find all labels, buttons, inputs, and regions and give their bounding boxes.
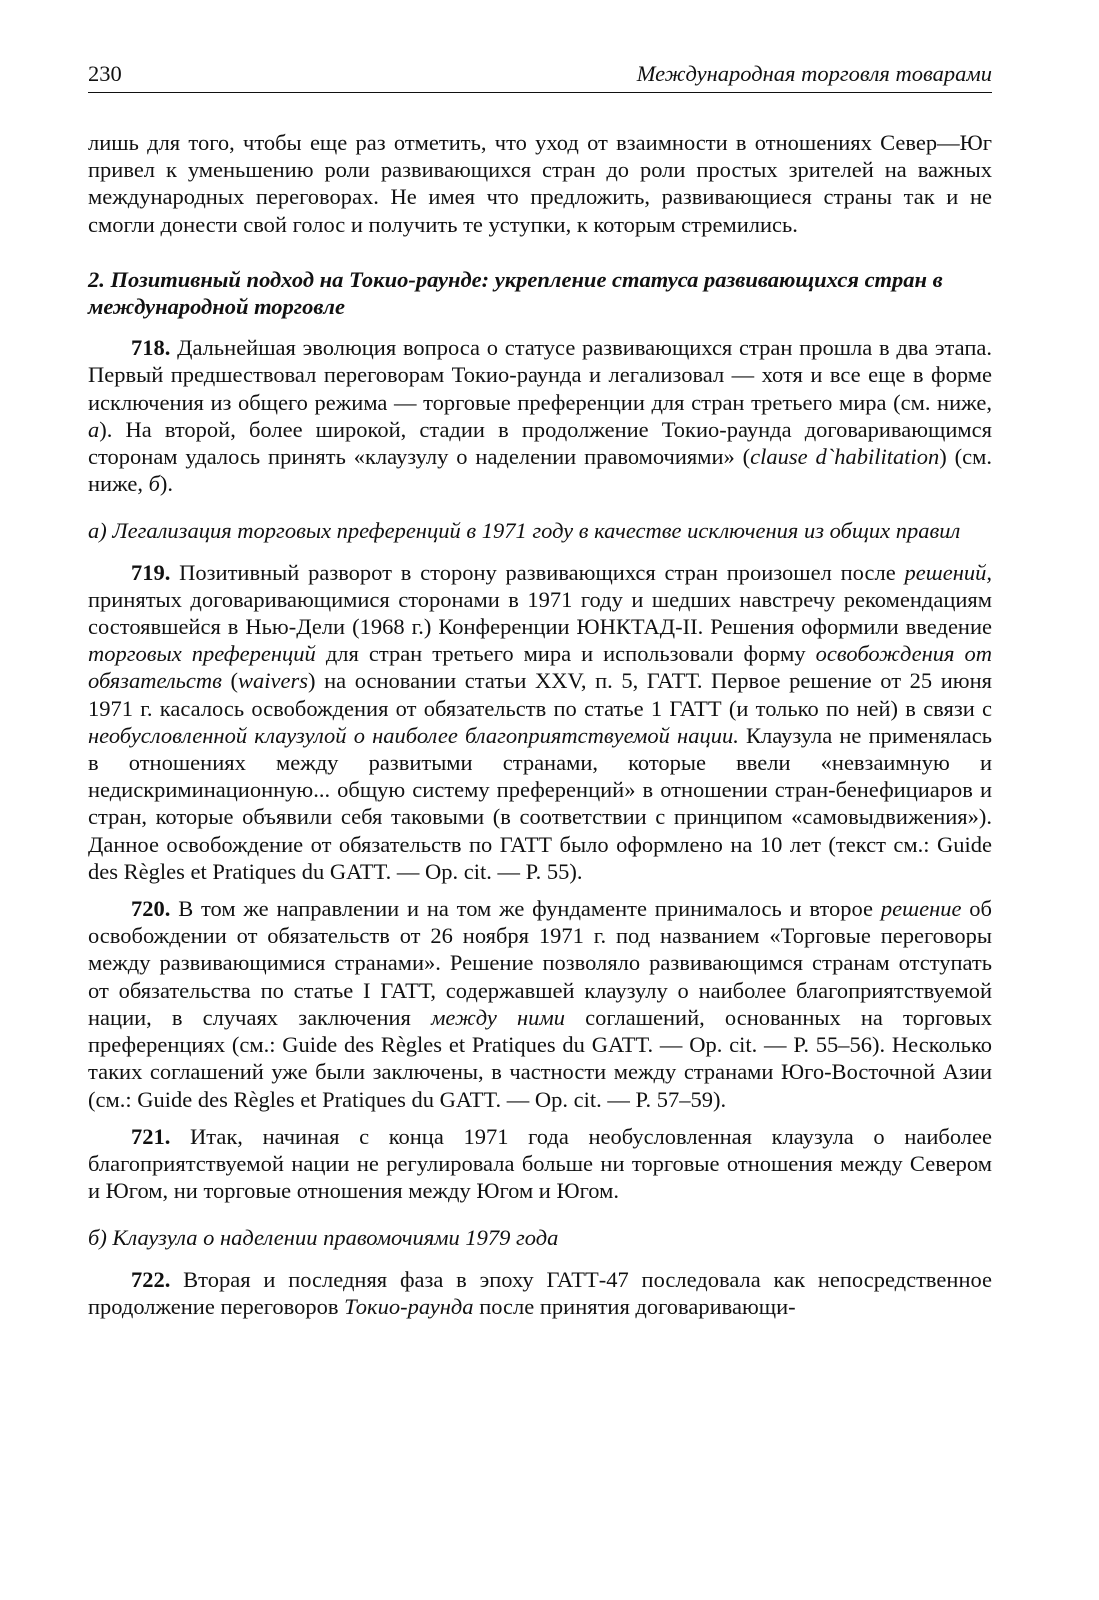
paragraph-text: Позитивный разворот в сторону развивающихся стран произошел после bbox=[170, 559, 905, 585]
subsection-heading-b: б) Клаузула о наделении правомочиями 1979 года bbox=[88, 1225, 559, 1251]
paragraph-718 bbox=[88, 334, 992, 497]
italic-ref: а bbox=[88, 416, 100, 442]
italic-term: между ними bbox=[431, 1004, 566, 1030]
paragraph-text: В том же направлении и на том же фундаменте принималось и второе bbox=[170, 896, 881, 922]
book-page bbox=[88, 60, 992, 1320]
paragraph-text: ( bbox=[221, 668, 239, 694]
running-header bbox=[88, 60, 992, 93]
running-title: Международная торговля товарами bbox=[636, 61, 992, 86]
italic-term: решений, bbox=[904, 559, 992, 585]
paragraph-text: ) на основании статьи XXV, п. 5, ГАТТ. Первое решение от 25 июня 1971 г. касалось освобождения от обязательств по статье 1 ГАТТ (и только по ней) в связи с bbox=[88, 668, 992, 721]
paragraph-number: 720. bbox=[131, 896, 171, 922]
paragraph-722 bbox=[88, 1266, 992, 1320]
paragraph-text: соглашений, основанных на торговых преференциях (см.: Guide des Règles et Pratiques du GATT. — Op. cit. — P. 55–56). Несколько таких соглашений уже были заключены, в частности между странами Юго-Восточной Азии (см.: Guide des Règles et Pratiques du GATT. — Op. cit. — P. 57–59). bbox=[88, 1004, 992, 1112]
paragraph-721 bbox=[88, 1123, 992, 1205]
paragraph-text: принятых договаривающимися сторонами в 1971 году и шедших навстречу рекомендациям состоявшейся в Нью-Дели (1968 г.) Конференции ЮНКТАД-II. Решения оформили введение bbox=[88, 586, 992, 640]
intro-paragraph: лишь для того, чтобы еще раз отметить, что уход от взаимности в отношениях Север—Юг привел к уменьшению роли развивающихся стран до роли простых зрителей на важных международных переговорах. Не имея что предложить, развивающиеся страны так и не смогли донести свой голос и получить те уступки, к которым стремились. bbox=[88, 130, 992, 237]
paragraph-text: ). На второй, более широкой, стадии в продолжение Токио-раунда договаривающимся сторонам удалось принять «клаузулу о наделении правомочиями» ( bbox=[88, 416, 992, 470]
italic-term: освобождения от обязательств bbox=[88, 641, 992, 694]
page-number: 230 bbox=[88, 61, 122, 86]
italic-term: waivers bbox=[238, 668, 309, 694]
italic-term: Токио-раунда bbox=[344, 1293, 474, 1319]
italic-term: необусловленной клаузулой о наиболее благоприятствуемой нации. bbox=[88, 722, 739, 748]
paragraph-text: для стран третьего мира и использовали форму bbox=[315, 641, 816, 667]
paragraph-text: ). bbox=[159, 471, 174, 497]
paragraph-number: 718. bbox=[131, 335, 171, 361]
paragraph-720 bbox=[88, 895, 992, 1113]
italic-ref: б bbox=[148, 471, 160, 497]
paragraph-text: Клаузула не применялась в отношениях между развитыми странами, которые ввели «невзаимную и недискриминационную... общую систему преференций» в отношении стран-бенефициаров и стран, которые объявили себя таковыми (в соответствии с принципом «самовыдвижения»). Данное освобождение от обязательств по ГАТТ было оформлено на 10 лет (текст см.: Guide des Règles et Pratiques du GATT. — Op. cit. — P. 55). bbox=[88, 722, 992, 884]
subsection-heading-a: а) Легализация торговых преференций в 1971 году в качестве исключения из общих правил bbox=[88, 518, 961, 544]
paragraph-number: 722. bbox=[131, 1266, 171, 1292]
italic-term: торговых преференций bbox=[88, 641, 316, 667]
italic-term: решение bbox=[880, 896, 962, 922]
italic-term: clause d`habilitation bbox=[750, 444, 940, 470]
paragraph-text: Дальнейшая эволюция вопроса о статусе развивающихся стран прошла в два этапа. Первый предшествовал переговорам Токио-раунда и легализовал — хотя и все еще в форме исключения из общего режима — торговые преференции для стран третьего мира (см. ниже, bbox=[88, 335, 992, 415]
paragraph-number: 719. bbox=[131, 559, 171, 585]
paragraph-text: Итак, начиная с конца 1971 года необусловленная клаузула о наиболее благоприятствуемой нации не регулировала больше ни торговые отношения между Севером и Югом, ни торговые отношения между Югом и Югом. bbox=[88, 1123, 992, 1204]
section-heading: 2. Позитивный подход на Токио-раунде: укрепление статуса развивающихся стран в международной торговле bbox=[88, 266, 943, 320]
paragraph-text: после принятия договаривающи- bbox=[473, 1293, 796, 1319]
paragraph-text: Вторая и последняя фаза в эпоху ГАТТ-47 последовала как непосредственное продолжение переговоров bbox=[88, 1266, 992, 1319]
paragraph-719 bbox=[88, 559, 992, 885]
paragraph-text: об освобождении от обязательств от 26 ноября 1971 г. под названием «Торговые переговоры между развивающимися странами». Решение позволяло развивающимся странам отступать от обязательства по статье I ГАТТ, содержавшей клаузулу о наиболее благоприятствуемой нации, в случаях заключения bbox=[88, 896, 992, 1030]
page-body bbox=[88, 129, 992, 1320]
paragraph-text: ) (см. ниже, bbox=[88, 444, 992, 497]
paragraph-number: 721. bbox=[131, 1123, 171, 1149]
